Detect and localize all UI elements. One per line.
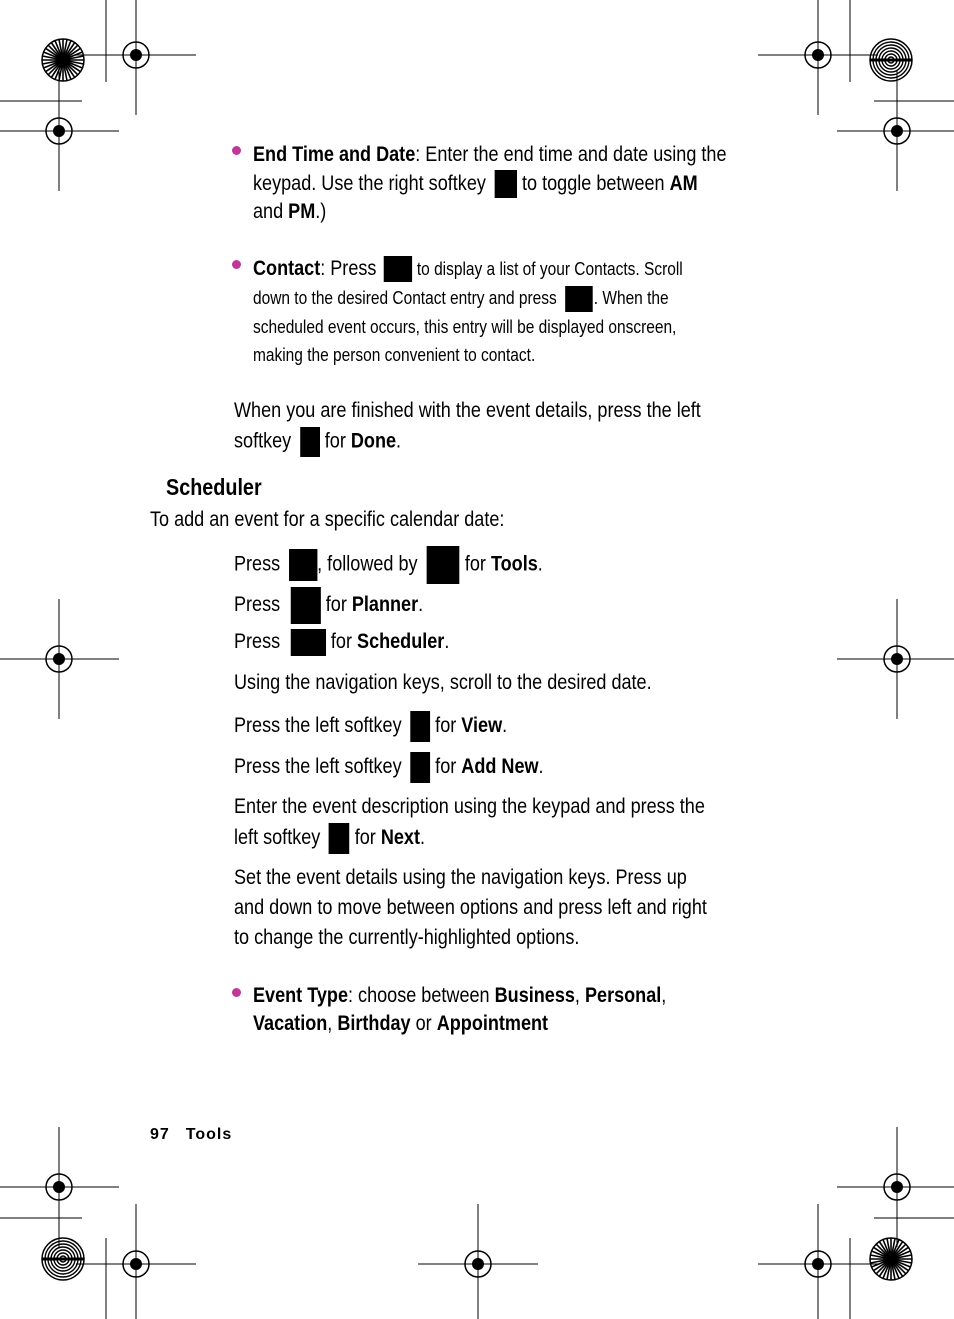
left-softkey-icon: [300, 427, 320, 457]
end-time-text: : Enter the end time and date using the: [415, 143, 727, 166]
left-softkey-icon: [329, 823, 350, 854]
scheduler-label: Scheduler: [357, 630, 445, 653]
ok-key-icon: [565, 286, 593, 312]
planner-label: Planner: [351, 593, 419, 617]
step-7-line-1: Enter the event description using the keypad and press the: [234, 795, 705, 818]
step-5: Press the left softkey for View.: [234, 711, 507, 742]
done-label: Done: [350, 429, 397, 453]
left-softkey-icon: [410, 711, 430, 742]
number-key-icon: [290, 587, 320, 624]
page-footer: [150, 1126, 232, 1144]
event-type-label: Event Type: [253, 984, 349, 1007]
scheduler-intro: To add an event for a specific calendar date:: [150, 508, 505, 531]
business-label: Business: [494, 984, 575, 1007]
finished-line-2: softkey for Done.: [234, 427, 401, 457]
step-7-line-2: left softkey for Next.: [234, 823, 425, 854]
step-8-line-3: to change the currently-highlighted options.: [234, 926, 580, 949]
end-time-line-3: and PM.): [253, 200, 327, 223]
menu-key-icon: [289, 549, 317, 581]
step-8-line-1: Set the event details using the navigation keys. Press up: [234, 866, 687, 889]
step-8-line-2: and down to move between options and press left and right: [234, 896, 707, 919]
next-label: Next: [380, 826, 421, 850]
number-key-icon: [427, 546, 460, 584]
step-6: Press the left softkey for Add New.: [234, 752, 544, 783]
end-time-label: End Time and Date: [253, 143, 416, 166]
step-1: Press , followed by for Tools.: [234, 546, 543, 584]
birthday-label: Birthday: [337, 1012, 411, 1035]
step-3: Press for Scheduler.: [234, 628, 449, 656]
appointment-label: Appointment: [436, 1012, 549, 1035]
personal-label: Personal: [584, 984, 662, 1007]
event-type-line-1: Event Type: choose between Business, Personal,: [253, 984, 667, 1007]
right-softkey-icon: [494, 170, 516, 198]
contact-line-2: down to the desired Contact entry and press . When the: [253, 284, 669, 312]
step-2: Press for Planner.: [234, 587, 423, 624]
end-time-line-2: keypad. Use the right softkey to toggle between AM: [253, 170, 698, 198]
event-type-line-2: Vacation, Birthday or Appointment: [253, 1012, 549, 1035]
contact-line-1: Contact: Press to display a list of your Contacts. Scroll: [253, 255, 683, 283]
step-4: Using the navigation keys, scroll to the desired date.: [234, 671, 652, 694]
left-softkey-icon: [410, 752, 430, 783]
vacation-label: Vacation: [253, 1012, 328, 1035]
bullet-dot: [232, 146, 241, 155]
finished-line-1: When you are finished with the event details, press the left: [234, 399, 701, 422]
contact-line-3: scheduled event occurs, this entry will be displayed onscreen,: [253, 317, 677, 337]
contact-label: Contact: [253, 257, 321, 280]
ok-key-icon: [383, 256, 411, 282]
section-heading: Scheduler: [166, 474, 262, 500]
bullet-dot: [232, 260, 241, 269]
tools-label: Tools: [490, 552, 538, 576]
footer-section: Tools: [185, 1126, 233, 1143]
end-time-line-1: [253, 141, 726, 169]
number-key-icon: [290, 629, 325, 656]
page-number: 97: [150, 1126, 170, 1143]
bullet-dot: [232, 988, 241, 997]
add-new-label: Add New: [461, 755, 539, 779]
view-label: View: [461, 714, 503, 738]
contact-line-4: making the person convenient to contact.: [253, 345, 536, 365]
pm-label: PM: [288, 200, 316, 223]
am-label: AM: [669, 172, 698, 195]
